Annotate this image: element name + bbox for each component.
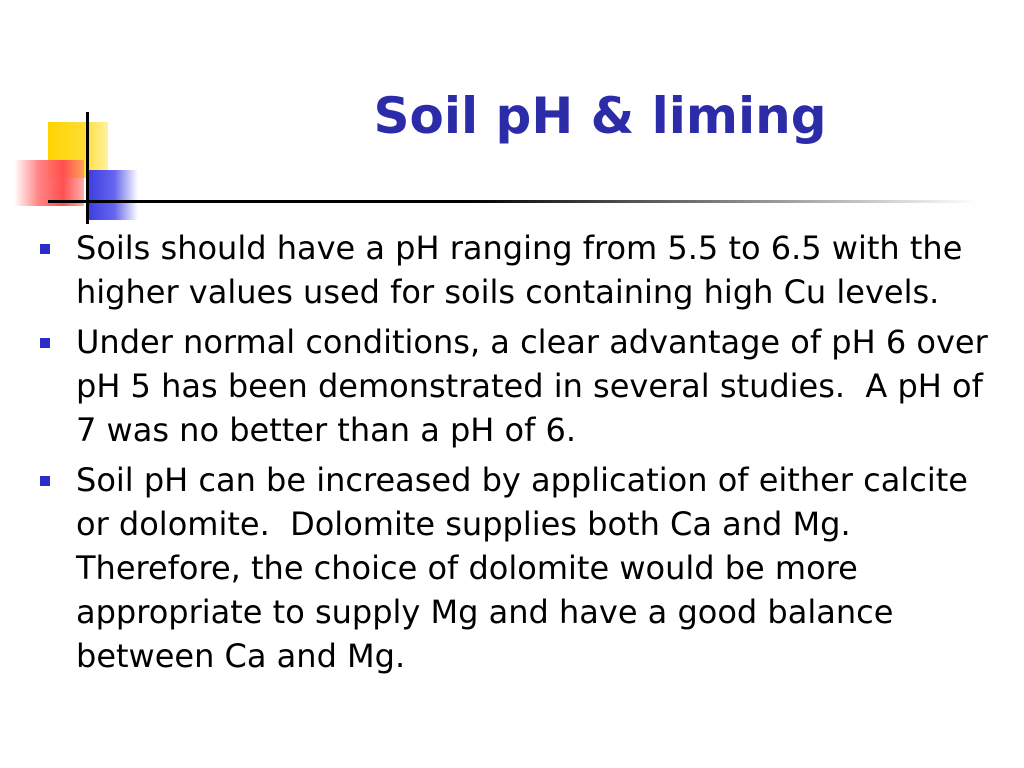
title-divider-line	[48, 200, 978, 203]
bullet-text: Soils should have a pH ranging from 5.5 to 6.5 with the higher values used for soils containing high Cu levels.	[76, 229, 973, 311]
decorative-vertical-line	[86, 112, 89, 224]
bullet-text: Under normal conditions, a clear advantage of pH 6 over pH 5 has been demonstrated in several studies. A pH of 7 was no better than a pH of 6.	[76, 323, 998, 449]
bullet-square-icon	[40, 476, 50, 486]
bullet-list	[40, 226, 998, 684]
slide-title: Soil pH & liming	[373, 87, 827, 145]
bullet-item	[40, 226, 990, 314]
bullet-text: Soil pH can be increased by application of either calcite or dolomite. Dolomite supplies both Ca and Mg. Therefore, the choice of dolomite would be more appropriate to supply Mg and have a good balance between Ca and Mg.	[76, 461, 979, 675]
decorative-blue-square	[86, 170, 138, 220]
bullet-item	[40, 458, 990, 678]
bullet-square-icon	[40, 244, 50, 254]
bullet-square-icon	[40, 338, 50, 348]
bullet-item	[40, 320, 998, 452]
